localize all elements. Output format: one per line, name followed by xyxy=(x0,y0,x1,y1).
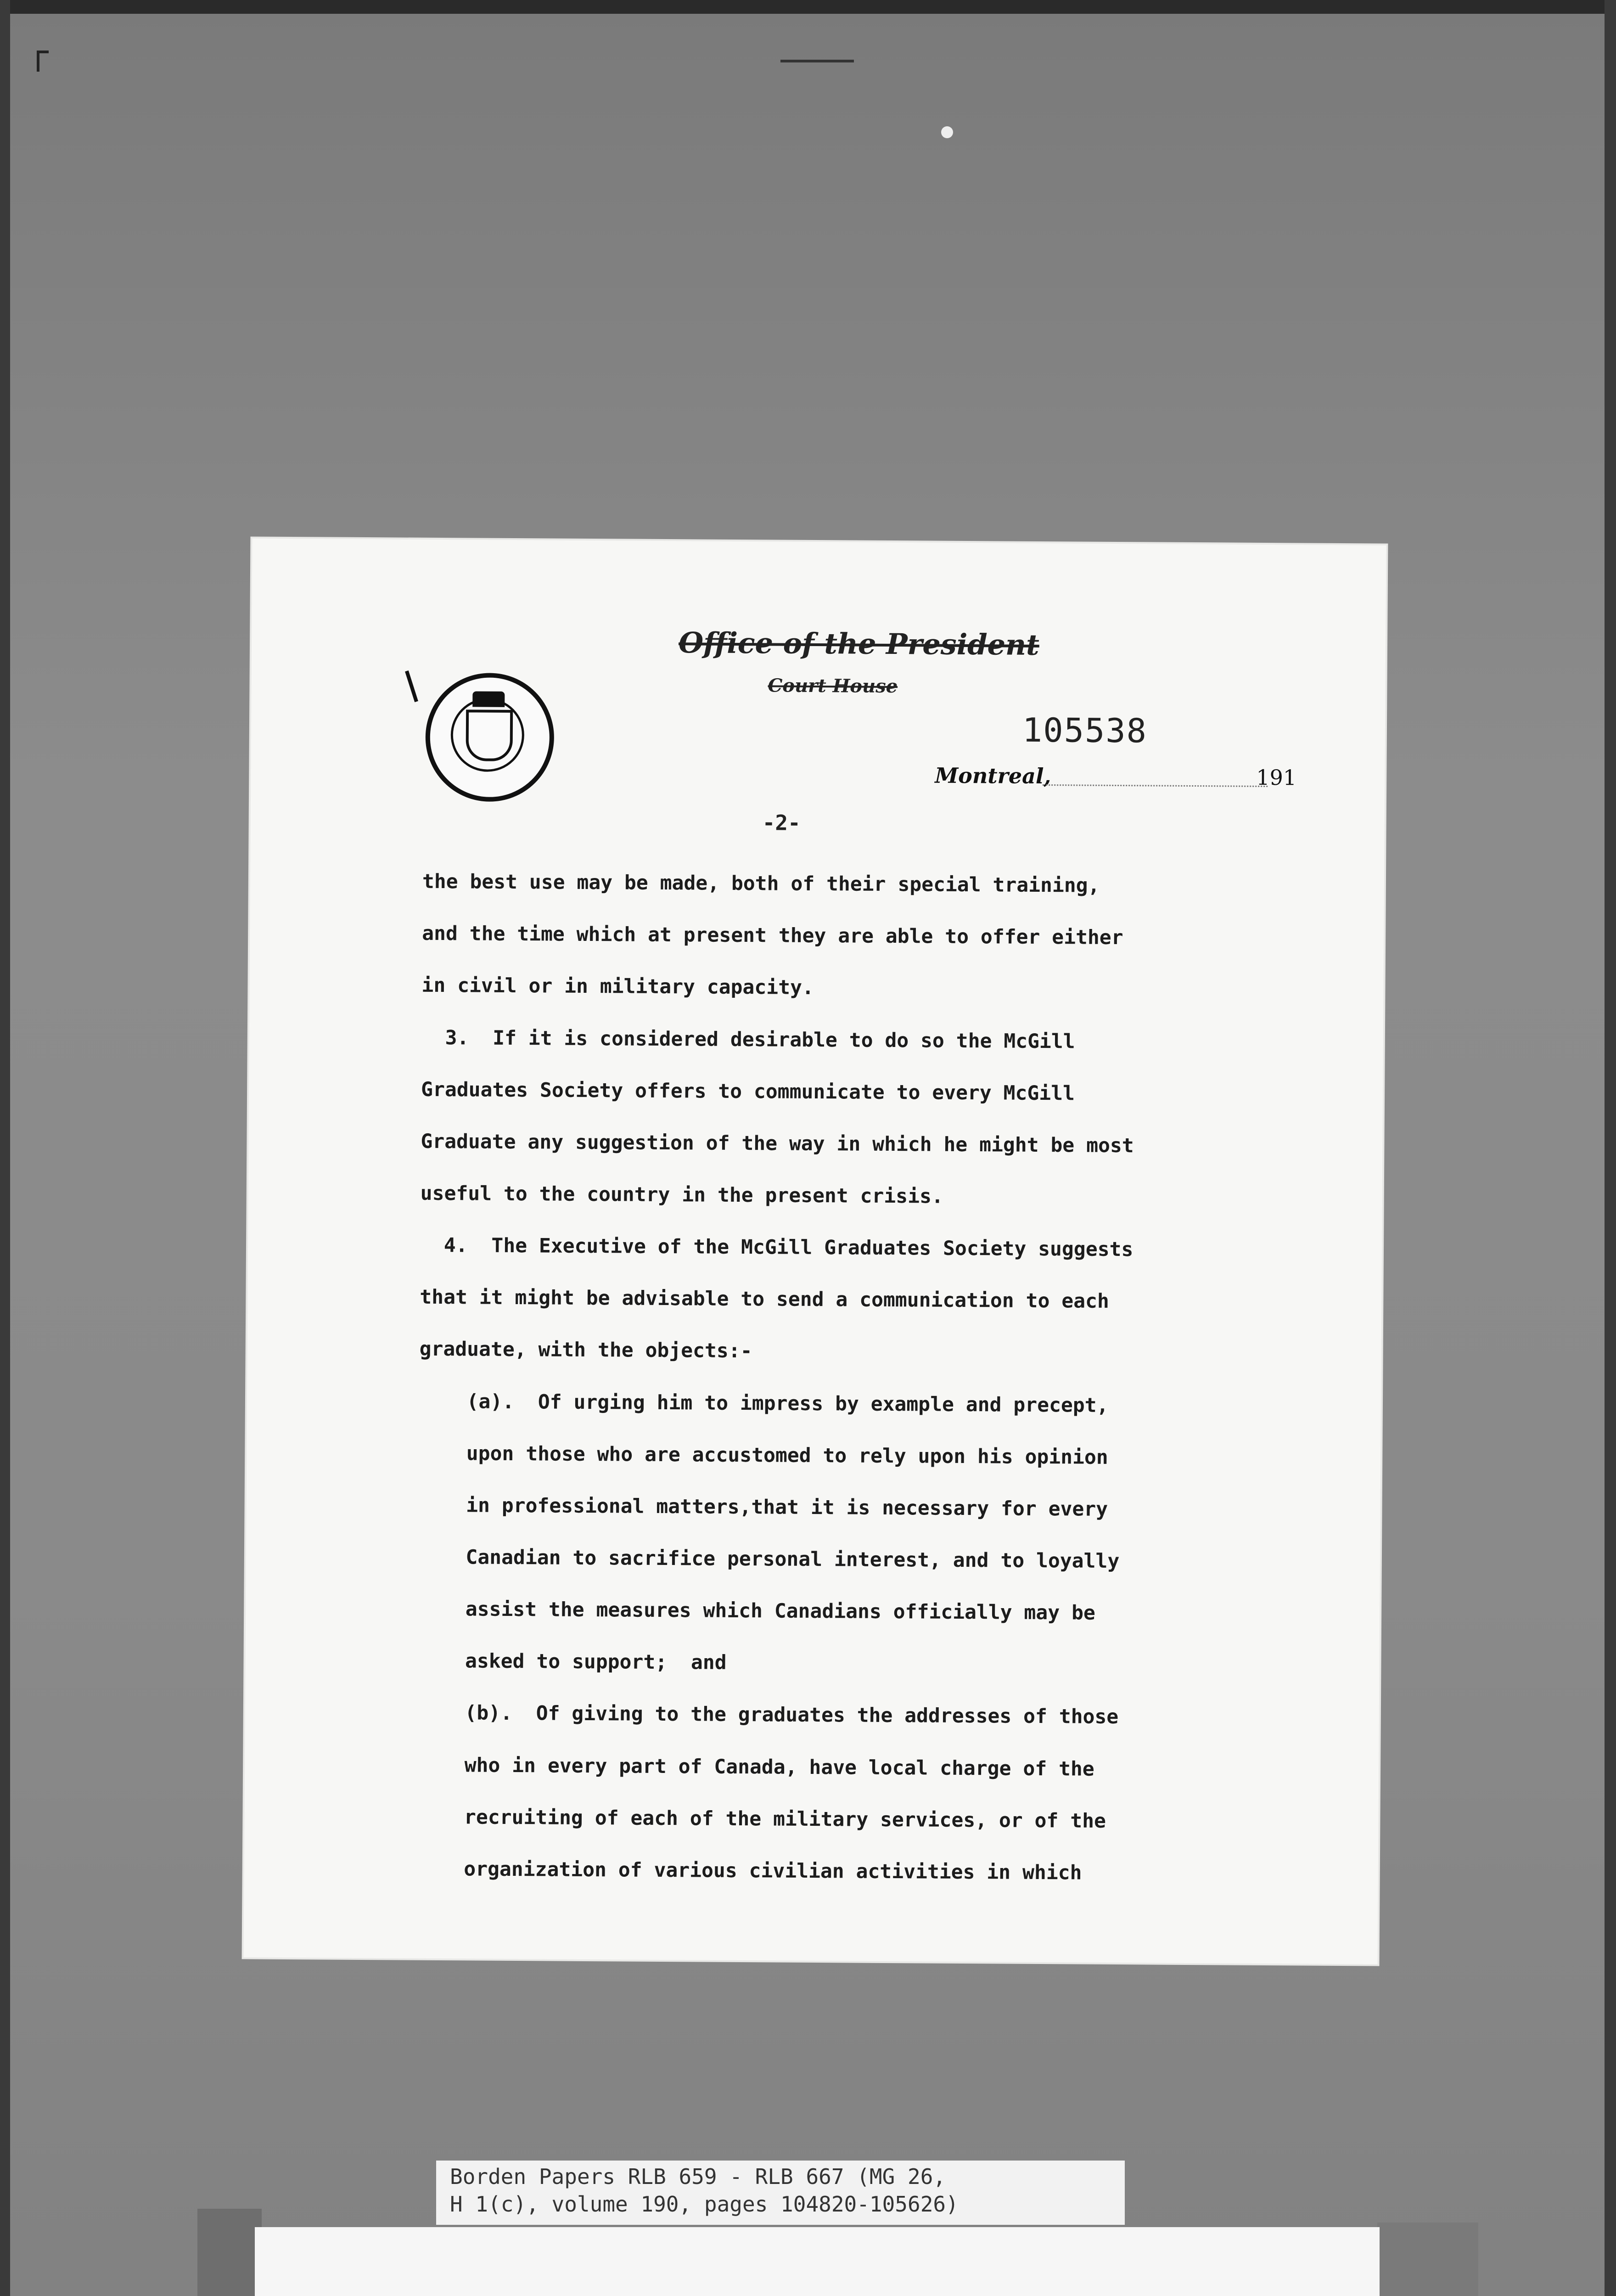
mcgill-graduates-seal-icon xyxy=(425,673,555,802)
place-date-line xyxy=(935,763,1302,793)
reference-tab xyxy=(436,2161,1125,2225)
frame-dash-mark xyxy=(780,60,854,62)
body-line: useful to the country in the present crisis. xyxy=(420,1182,943,1208)
reference-line-1: Borden Papers RLB 659 - RLB 667 (MG 26, xyxy=(450,2164,946,2189)
frame-corner-mark xyxy=(37,51,49,72)
body-line: who in every part of Canada, have local charge of the xyxy=(416,1753,1094,1781)
place-label: Montreal, xyxy=(935,763,1051,789)
body-line: recruiting of each of the military services, or of the xyxy=(416,1805,1106,1833)
shield-icon xyxy=(466,709,513,761)
letter-page xyxy=(244,538,1386,1964)
archives-card xyxy=(255,2227,1380,2296)
body-line: Graduates Society offers to communicate to every McGill xyxy=(421,1078,1075,1105)
body-line: upon those who are accustomed to rely upon his opinion xyxy=(419,1441,1108,1469)
reference-line-2: H 1(c), volume 190, pages 104820-105626) xyxy=(450,2192,959,2217)
body-line: in professional matters,that it is necessary for every xyxy=(418,1493,1108,1521)
page-number: -2- xyxy=(762,810,801,835)
body-line: 3. If it is considered desirable to do so the McGill xyxy=(421,1026,1075,1053)
document-number: 105538 xyxy=(1022,710,1148,750)
film-right-edge xyxy=(1605,0,1616,2296)
body-line: Canadian to sacrifice personal interest, and to loyally xyxy=(418,1545,1120,1573)
body-line: (b). Of giving to the graduates the addresses of those xyxy=(417,1701,1119,1729)
date-dotted-line xyxy=(1043,784,1268,787)
crown-icon xyxy=(472,691,505,707)
letter-body xyxy=(416,870,1318,1885)
body-line: 4. The Executive of the McGill Graduates Society suggests xyxy=(420,1233,1133,1261)
pencil-tick-mark xyxy=(405,670,418,702)
film-top-edge xyxy=(0,0,1616,14)
body-line: (a). Of urging him to impress by example and precept, xyxy=(419,1390,1109,1417)
body-line: that it might be advisable to send a communication to each xyxy=(420,1285,1110,1313)
film-left-edge xyxy=(0,0,10,2296)
card-right-shadow xyxy=(1377,2223,1478,2296)
frame-dot-mark xyxy=(941,126,953,138)
body-line: organization of various civilian activities in which xyxy=(416,1857,1082,1885)
body-line: and the time which at present they are able to offer either xyxy=(422,922,1123,950)
body-line: graduate, with the objects:- xyxy=(419,1337,752,1363)
body-line: assist the measures which Canadians officially may be xyxy=(418,1597,1095,1625)
letterhead-court-house: Court House xyxy=(768,675,898,698)
letterhead-office: Office of the President xyxy=(678,626,1039,662)
card-left-shadow xyxy=(197,2209,262,2296)
year-prefix: 191 xyxy=(1256,765,1297,790)
body-line: in civil or in military capacity. xyxy=(421,974,814,999)
body-line: Graduate any suggestion of the way in which he might be most xyxy=(421,1130,1134,1158)
body-line: the best use may be made, both of their special training, xyxy=(422,870,1100,897)
body-line: asked to support; and xyxy=(417,1649,727,1674)
